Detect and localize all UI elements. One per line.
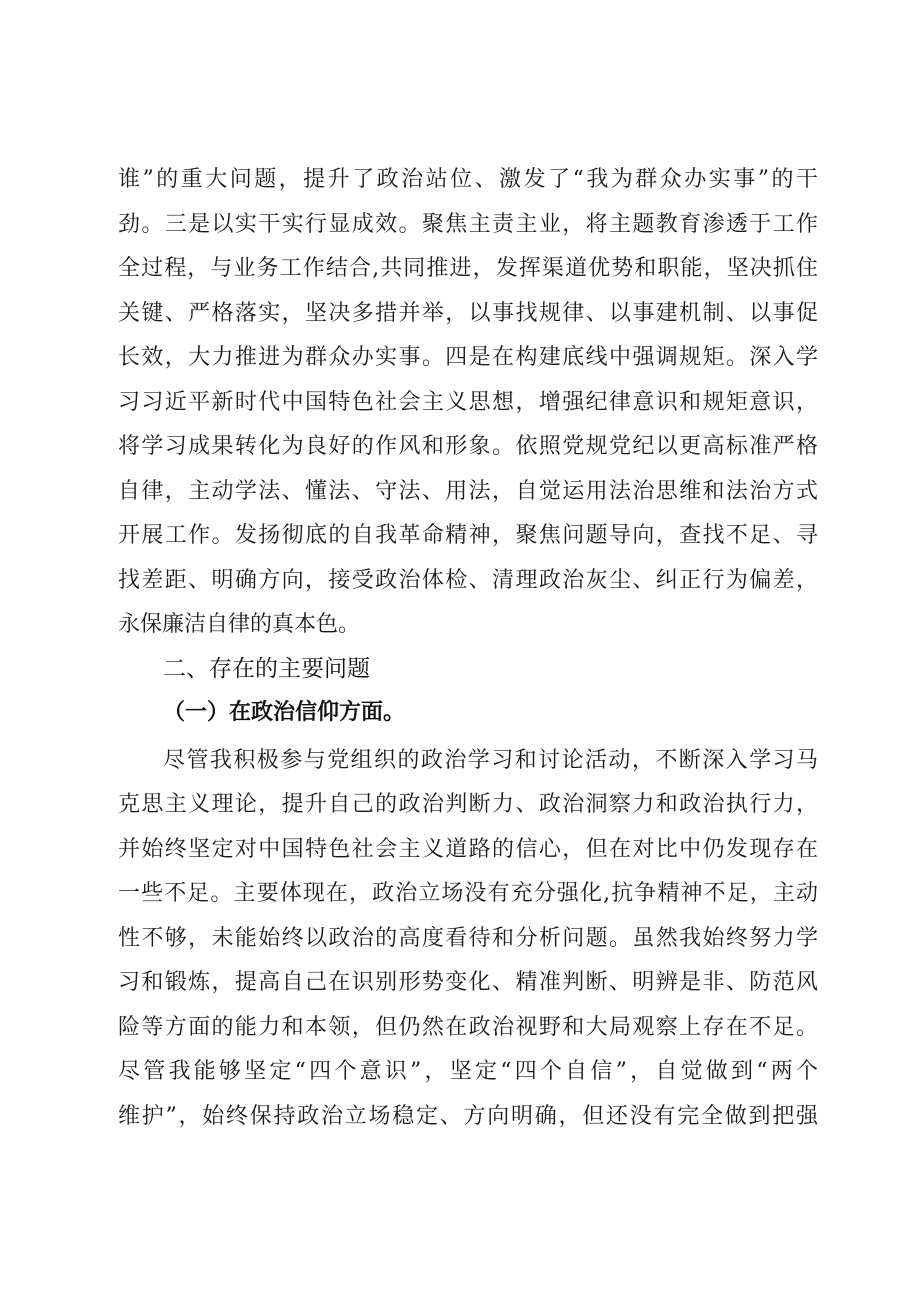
paragraph-line: 全过程，与业务工作结合,共同推进，发挥渠道优势和职能，坚决抓住 — [118, 256, 818, 281]
paragraph-line: 习习近平新时代中国特色社会主义思想，增强纪律意识和规矩意识， — [118, 390, 818, 415]
paragraph-line: 尽管我能够坚定“四个意识”，坚定“四个自信”，自觉做到“两个 — [118, 1059, 818, 1084]
paragraph-line: 克思主义理论，提升自己的政治判断力、政治洞察力和政治执行力， — [118, 792, 818, 817]
paragraph-line: 劲。三是以实干实行显成效。聚焦主责主业，将主题教育渗透于工作 — [118, 212, 818, 237]
paragraph-line: 性不够，未能始终以政治的高度看待和分析问题。虽然我始终努力学 — [118, 926, 818, 951]
paragraph-line: 关键、严格落实，坚决多措并举，以事找规律、以事建机制、以事促 — [118, 301, 818, 326]
paragraph-line: 将学习成果转化为良好的作风和形象。依照党规党纪以更高标准严格 — [118, 434, 818, 459]
paragraph-line: 尽管我积极参与党组织的政治学习和讨论活动，不断深入学习马 — [163, 748, 818, 773]
paragraph-line: 自律，主动学法、懂法、守法、用法，自觉运用法治思维和法治方式 — [118, 479, 818, 504]
paragraph-line: 险等方面的能力和本领，但仍然在政治视野和大局观察上存在不足。 — [118, 1015, 818, 1040]
subsection-heading: （一）在政治信仰方面。 — [163, 700, 406, 725]
paragraph-line: 维护”，始终保持政治立场稳定、方向明确，但还没有完全做到把强 — [118, 1104, 818, 1129]
paragraph-line: 谁”的重大问题，提升了政治站位、激发了“我为群众办实事”的干 — [118, 167, 818, 192]
paragraph-line: 永保廉洁自律的真本色。 — [118, 612, 361, 637]
paragraph-line: 找差距、明确方向，接受政治体检、清理政治灰尘、纠正行为偏差， — [118, 568, 818, 593]
paragraph-line: 并始终坚定对中国特色社会主义道路的信心，但在对比中仍发现存在 — [118, 837, 818, 862]
paragraph-line: 开展工作。发扬彻底的自我革命精神，聚焦问题导向，查找不足、寻 — [118, 523, 818, 548]
paragraph-line: 习和锻炼，提高自己在识别形势变化、精准判断、明辨是非、防范风 — [118, 970, 818, 995]
section-heading: 二、存在的主要问题 — [163, 656, 370, 682]
paragraph-line: 一些不足。主要体现在，政治立场没有充分强化,抗争精神不足，主动 — [118, 881, 818, 906]
paragraph-line: 长效，大力推进为群众办实事。四是在构建底线中强调规矩。深入学 — [118, 345, 818, 370]
